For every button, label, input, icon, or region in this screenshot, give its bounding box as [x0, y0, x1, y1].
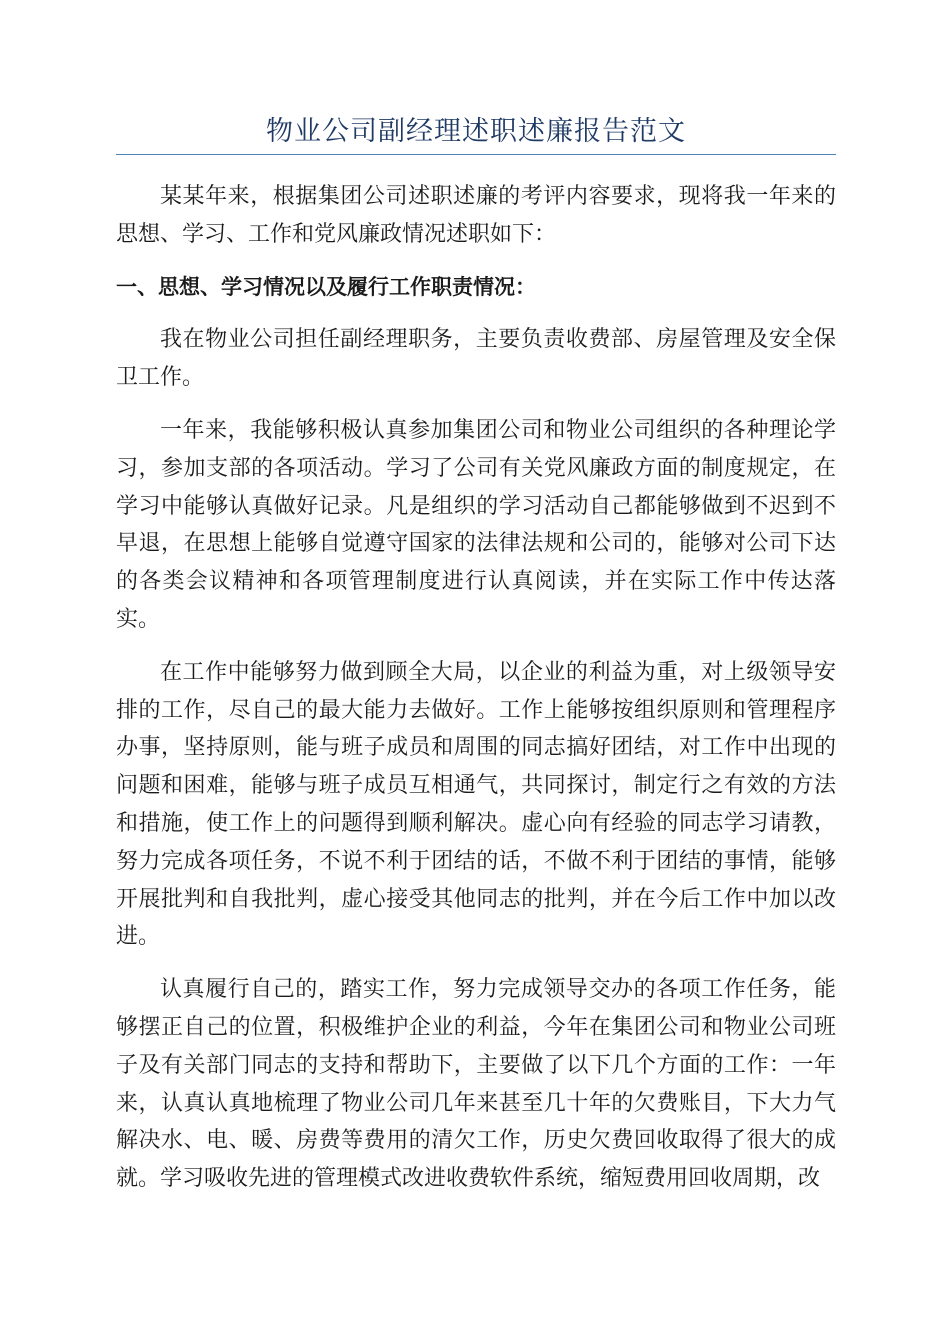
title-underline — [116, 154, 836, 155]
paragraph-duties: 我在物业公司担任副经理职务，主要负责收费部、房屋管理及安全保卫工作。 — [116, 327, 836, 391]
paragraph-intro: 某某年来，根据集团公司述职述廉的考评内容要求，现将我一年来的思想、学习、工作和党风廉政情况述职如下： — [116, 184, 836, 247]
document-title: 物业公司副经理述职述廉报告范文 — [266, 116, 686, 147]
paragraph-study: 一年来，我能够积极认真参加集团公司和物业公司组织的各种理论学习，参加支部的各项活动。学习了公司有关党风廉政方面的制度规定，在学习中能够认真做好记录。凡是组织的学习活动自己都能够做到不迟到不早退，在思想上能够自觉遵守国家的法律法规和公司的，能够对公司下达的各类会议精神和各项管理制度进行认真阅读，并在实际工作中传达落实。 — [116, 417, 836, 632]
document-body — [116, 178, 836, 1213]
paragraph-teamwork: 在工作中能够努力做到顾全大局，以企业的利益为重，对上级领导安排的工作，尽自己的最大能力去做好。工作上能够按组织原则和管理程序办事，坚持原则，能与班子成员和周围的同志搞好团结，对工作中出现的问题和困难，能够与班子成员互相通气，共同探讨，制定行之有效的方法和措施，使工作上的问题得到顺利解决。虚心向有经验的同志学习请教，努力完成各项任务，不说不利于团结的话，不做不利于团结的事情，能够开展批判和自我批判，虚心接受其他同志的批判，并在今后工作中加以改进。 — [116, 659, 836, 950]
paragraph-work: 认真履行自己的，踏实工作，努力完成领导交办的各项工作任务，能够摆正自己的位置，积极维护企业的利益，今年在集团公司和物业公司班子及有关部门同志的支持和帮助下，主要做了以下几个方面的工作：一年来，认真认真地梳理了物业公司几年来甚至几十年的欠费账目，下大力气解决水、电、暖、房费等费用的清欠工作，历史欠费回收取得了很大的成就。学习吸收先进的管理模式改进收费软件系统，缩短费用回收周期，改 — [116, 977, 836, 1192]
section-heading-1: 一、思想、学习情况以及履行工作职责情况： — [116, 274, 536, 299]
